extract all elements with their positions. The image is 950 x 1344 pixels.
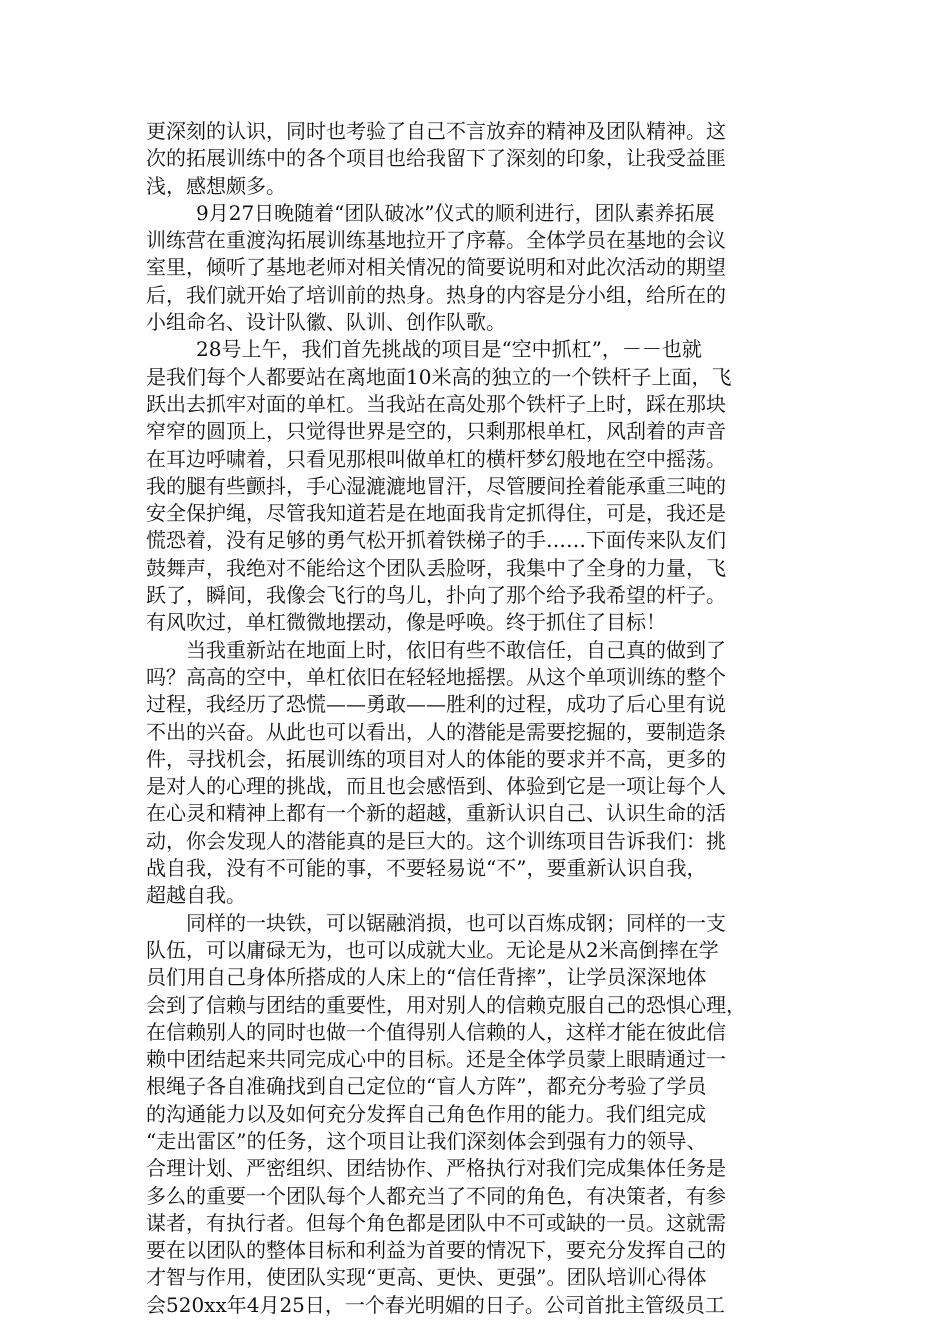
text-line: 浅，感想颇多。	[146, 173, 286, 198]
text-line: 多么的重要一个团队每个人都充当了不同的角色，有决策者，有参	[146, 1183, 726, 1208]
text-line: 吗？高高的空中，单杠依旧在轻轻地摇摆。从这个单项训练的整个	[146, 664, 726, 689]
text-line: 战自我，没有不可能的事，不要轻易说“不”，要重新认识自我，	[146, 856, 707, 881]
text-line: 才智与作用，使团队实现“更高、更快、更强”。团队培训心得体	[146, 1265, 707, 1290]
text-line: 后，我们就开始了培训前的热身。热身的内容是分小组，给所在的	[146, 282, 726, 307]
text-line: 动，你会发现人的潜能真的是巨大的。这个训练项目告诉我们：挑	[146, 828, 726, 853]
text-line: 员们用自己身体所搭成的人床上的“信任背摔”，让学员深深地体	[146, 965, 707, 990]
text-line: 要在以团队的整体目标和利益为首要的情况下，要充分发挥自己的	[146, 1238, 726, 1263]
paragraph-2	[146, 200, 810, 336]
text-line: 不出的兴奋。从此也可以看出，人的潜能是需要挖掘的，要制造条	[146, 719, 726, 744]
text-line: 跃了，瞬间，我像会飞行的鸟儿，扑向了那个给予我希望的杆子。	[146, 583, 726, 608]
paragraph-4	[146, 637, 810, 910]
text-line: 根绳子各自准确找到自己定位的“盲人方阵”，都充分考验了学员	[146, 1074, 707, 1099]
text-line: 安全保护绳，尽管我知道若是在地面我肯定抓得住，可是，我还是	[146, 501, 726, 526]
text-line: 我的腿有些颤抖，手心湿漉漉地冒汗，尽管腰间拴着能承重三吨的	[146, 473, 726, 498]
text-line: 跃出去抓牢对面的单杠。当我站在高处那个铁杆子上时，踩在那块	[146, 391, 726, 416]
text-line: 慌恐着，没有足够的勇气松开抓着铁梯子的手……下面传来队友们	[146, 528, 726, 553]
text-line: 谋者，有执行者。但每个角色都是团队中不可或缺的一员。这就需	[146, 1210, 726, 1235]
text-line: 会到了信赖与团结的重要性，用对别人的信赖克服自己的恐惧心理，	[146, 992, 746, 1017]
text-line: 小组命名、设计队徽、队训、创作队歌。	[146, 310, 506, 335]
text-line: 室里，倾听了基地老师对相关情况的简要说明和对此次活动的期望	[146, 255, 726, 280]
text-line: 有风吹过，单杠微微地摆动，像是呼唤。终于抓住了目标！	[146, 610, 666, 635]
text-line: 合理计划、严密组织、团结协作、严格执行对我们完成集体任务是	[146, 1156, 726, 1181]
text-line: 在信赖别人的同时也做一个值得别人信赖的人，这样才能在彼此信	[146, 1019, 726, 1044]
text-line: 超越自我。	[146, 883, 246, 908]
document-body	[146, 118, 810, 1319]
paragraph-1	[146, 118, 810, 200]
text-line: 同样的一块铁，可以锯融消损，也可以百炼成钢；同样的一支	[186, 910, 726, 935]
paragraph-3	[146, 336, 810, 636]
paragraph-5	[146, 910, 810, 1319]
text-line: 过程，我经历了恐慌——勇敢——胜利的过程，成功了后心里有说	[146, 692, 726, 717]
text-line: 次的拓展训练中的各个项目也给我留下了深刻的印象，让我受益匪	[146, 146, 726, 171]
text-line: 9月27日晚随着“团队破冰”仪式的顺利进行，团队素养拓展	[196, 200, 715, 225]
text-line: 在心灵和精神上都有一个新的超越，重新认识自己、认识生命的活	[146, 801, 726, 826]
text-line: 窄窄的圆顶上，只觉得世界是空的，只剩那根单杠，风刮着的声音	[146, 419, 726, 444]
text-line: 件，寻找机会，拓展训练的项目对人的体能的要求并不高，更多的	[146, 746, 726, 771]
text-line: 赖中团结起来共同完成心中的目标。还是全体学员蒙上眼睛通过一	[146, 1047, 726, 1072]
text-line: 训练营在重渡沟拓展训练基地拉开了序幕。全体学员在基地的会议	[146, 228, 726, 253]
text-line: 鼓舞声，我绝对不能给这个团队丢脸呀，我集中了全身的力量，飞	[146, 555, 726, 580]
text-line: “走出雷区”的任务，这个项目让我们深刻体会到强有力的领导、	[146, 1128, 707, 1153]
text-line: 的沟通能力以及如何充分发挥自己角色作用的能力。我们组完成	[146, 1101, 706, 1126]
text-line: 28号上午，我们首先挑战的项目是“空中抓杠”，－－也就	[196, 337, 702, 362]
text-line: 当我重新站在地面上时，依旧有些不敢信任，自己真的做到了	[186, 637, 726, 662]
text-line: 在耳边呼啸着，只看见那根叫做单杠的横杆梦幻般地在空中摇荡。	[146, 446, 726, 471]
text-line: 是对人的心理的挑战，而且也会感悟到、体验到它是一项让每个人	[146, 774, 726, 799]
text-line: 更深刻的认识，同时也考验了自己不言放弃的精神及团队精神。这	[146, 119, 726, 143]
text-line: 队伍，可以庸碌无为，也可以成就大业。无论是从2米高倒摔在学	[146, 937, 719, 962]
text-line: 是我们每个人都要站在离地面10米高的独立的一个铁杆子上面，飞	[146, 364, 732, 389]
text-line: 会520xx年4月25日，一个春光明媚的日子。公司首批主管级员工	[146, 1292, 725, 1317]
